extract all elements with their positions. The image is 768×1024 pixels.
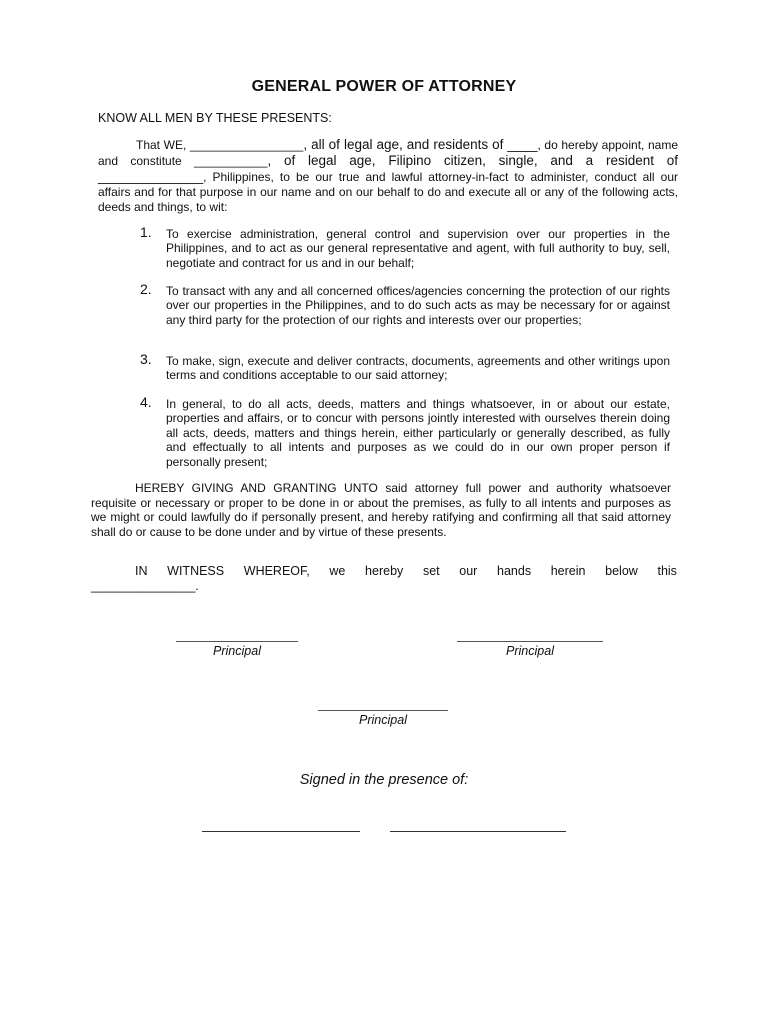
signature-block-center <box>318 710 448 727</box>
intro-part-2: , all of legal age, and residents of ____ <box>303 137 538 152</box>
witness-date-line: _______________. <box>91 578 199 593</box>
signature-label: Principal <box>213 644 261 658</box>
witness-line <box>91 564 677 579</box>
list-item-3 <box>140 351 670 383</box>
document-title: GENERAL POWER OF ATTORNEY <box>251 78 517 95</box>
signature-line <box>176 641 298 642</box>
signature-line <box>457 641 603 642</box>
witness-word: hereby <box>365 564 404 578</box>
witness-word: WHEREOF, <box>243 564 310 578</box>
grant-paragraph <box>91 481 671 539</box>
witness-word: our <box>459 564 478 578</box>
signature-block-left <box>176 641 298 658</box>
know-all-heading: KNOW ALL MEN BY THESE PRESENTS: <box>98 111 332 125</box>
signature-line <box>318 710 448 711</box>
list-number: 1. <box>140 224 152 240</box>
list-text: To transact with any and all concerned offices/agencies concerning the protection of our rights over our properties in the Philippines, and to do such acts as may be necessary for or against any third party for the protection of our rights and interests over our properties; <box>166 284 670 327</box>
witness-word: below <box>605 564 638 578</box>
list-item-1 <box>140 224 670 270</box>
list-number: 3. <box>140 351 152 367</box>
intro-paragraph <box>98 137 678 215</box>
grant-text: HEREBY GIVING AND GRANTING UNTO said attorney full power and authority whatsoever requisite or necessary or proper to be done in or about the premises, as fully to all intents and purposes as we might or could lawfully do if personally present, and hereby ratifying and confirming all that said attorney shall do or cause to be done under and by virtue of these presents. <box>91 481 671 539</box>
list-item-2 <box>140 281 670 327</box>
intro-part-3: , do hereby appoint, name and constitute ___________ <box>98 138 678 168</box>
intro-part-1: That WE, _________________ <box>136 138 304 152</box>
signature-label: Principal <box>506 644 554 658</box>
list-text: To make, sign, execute and deliver contracts, documents, agreements and other writings upon terms and conditions acceptable to our said attorney; <box>166 354 670 383</box>
list-number: 4. <box>140 394 152 410</box>
witness-word: herein <box>550 564 586 578</box>
presence-heading: Signed in the presence of: <box>299 772 469 788</box>
witness-word: we <box>329 564 346 578</box>
witness-word: hands <box>497 564 532 578</box>
list-item-4 <box>140 394 670 469</box>
signature-label: Principal <box>359 713 407 727</box>
witness-word: WITNESS <box>167 564 225 578</box>
signature-block-right <box>457 641 603 658</box>
witness-word: this <box>657 564 677 578</box>
witness-signature-line-right <box>390 831 566 832</box>
witness-word: IN <box>135 564 148 578</box>
intro-part-4: , of legal age, Filipino citizen, single, and a resident of ______________ <box>98 153 678 184</box>
list-number: 2. <box>140 281 152 297</box>
witness-word: set <box>422 564 440 578</box>
witness-paragraph <box>91 564 677 593</box>
witness-signature-line-left <box>202 831 360 832</box>
intro-part-5: , Philippines, to be our true and lawful attorney-in-fact to administer, conduct all our affairs and for that purpose in our name and on our behalf to do and execute all or any of the following acts, deeds and things, to wit: <box>98 170 678 214</box>
list-text: To exercise administration, general control and supervision over our properties in the Philippines, and to act as our general representative and agent, with full authority to buy, sell, negotiate and contract for us and in our behalf; <box>166 227 670 270</box>
list-text: In general, to do all acts, deeds, matters and things whatsoever, in or about our estate, properties and affairs, or to concur with persons jointly interested with ourselves therein doing all acts, deeds, matters and things herein, either particularly or generally described, as fully and effectually to all intents and purposes as we could do in our own proper person if personally present; <box>166 397 670 469</box>
